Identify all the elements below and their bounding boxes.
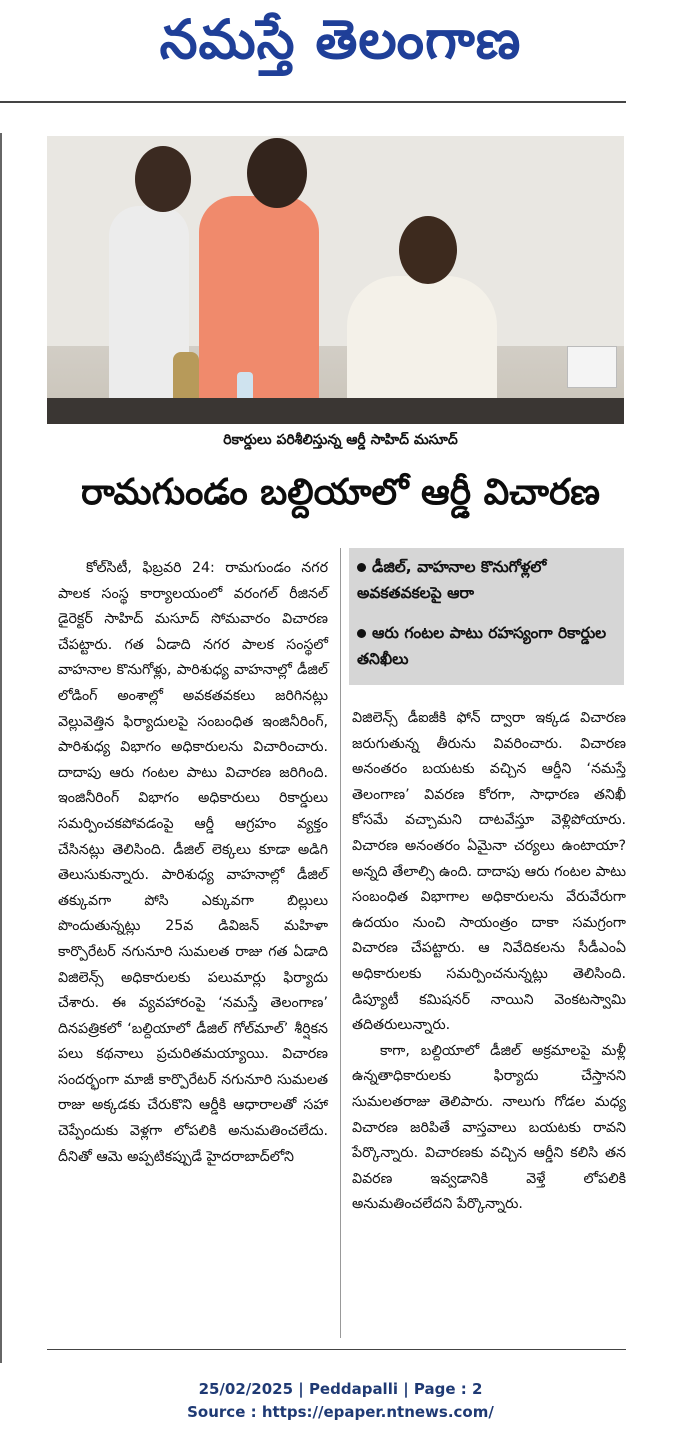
bottom-divider: [47, 1349, 626, 1350]
photo-desk: [47, 398, 624, 424]
photo-person-middle: [199, 196, 319, 411]
column-divider: [340, 548, 341, 1338]
bullet-icon: [357, 563, 366, 572]
photo-person-seated: [347, 276, 497, 406]
highlight-text: ఆరు గంటల పాటు రహస్యంగా రికార్డుల తనిఖీలు: [357, 624, 607, 668]
bullet-icon: [357, 629, 366, 638]
photo-person-left-head: [135, 146, 191, 212]
article-right-column: [352, 706, 626, 1218]
page-left-border: [0, 133, 2, 1363]
photo-emblem: [173, 352, 199, 404]
newspaper-logo: నమస్తే తెలంగాణ: [159, 8, 522, 71]
photo-person-middle-head: [247, 138, 307, 208]
highlights-box: [349, 548, 624, 685]
article-headline: రామగుండం బల్దియాలో ఆర్డీ విచారణ: [80, 472, 601, 513]
edition-info: 25/02/2025 | Peddapalli | Page : 2: [198, 1380, 483, 1398]
article-paragraph: కోల్‌సిటీ, ఫిబ్రవరి 24: రామగుండం నగర పాలక సంస్థ కార్యాలయంలో వరంగల్ రీజినల్ డైరెక్టర్ సాహిద్ మసూద్ సోమవారం విచారణ చేపట్టారు. గత ఏడాది నగర పాలక సంస్థలో వాహనాల కొనుగోళ్లు, పారిశుధ్య వాహనాల్లో డీజిల్ లోడింగ్ అంశాల్లో అవకతవకలు జరిగినట్లు వెల్లువెత్తిన ఫిర్యాదులపై సంబంధిత ఇంజినీరింగ్, పారిశుధ్య విభాగం అధికారులను విచారించారు. దాదాపు ఆరు గంటల పాటు విచారణ జరిగింది. ఇంజినీరింగ్ విభాగం అధికారులు రికార్డులు సమర్పించకపోవడంపై ఆర్డీ ఆగ్రహం వ్యక్తం చేసినట్లు తెలిసింది. డీజిల్ లెక్కలు కూడా అడిగి తెలుసుకున్నారు. పారిశుధ్య వాహనాల్లో డీజిల్ తక్కువగా పోసి ఎక్కువగా బిల్లులు పొందుతున్నట్లు 25వ డివిజన్ మహిళా కార్పొరేటర్ నగునూరి సుమలత రాజు గత ఏడాది విజిలెన్స్ అధికారులకు పలుమార్లు ఫిర్యాదు చేశారు. ఈ వ్యవహారంపై ‘నమస్తే తెలంగాణ’ దినపత్రికలో ‘బల్దియాలో డీజిల్ గోల్‌మాల్’ శీర్షికన పలు కథనాలు ప్రచురితమయ్యాయి. విచారణ సందర్భంగా మాజీ కార్పొరేటర్ నగునూరి సుమలత రాజు అక్కడకు చేరుకొని ఆర్డీకి ఆధారాలతో సహా చెప్పేందుకు వెళ్లగా లోపలికి అనుమతించలేదు. దీనితో ఆమె అప్పటికప్పుడే హైదరాబాద్‌లోని: [58, 560, 328, 1165]
source-link[interactable]: Source : https://epaper.ntnews.com/: [187, 1403, 494, 1421]
highlight-item: [357, 554, 619, 606]
article-paragraph: కాగా, బల్దియాలో డీజిల్ అక్రమాలపై మళ్లీ ఉన్నతాధికారులకు ఫిర్యాదు చేస్తానని సుమలతరాజు తెలిపారు. నాలుగు గోడల మధ్య విచారణ జరిపితే వాస్తవాలు బయటకు రావని పేర్కొన్నారు. విచారణకు వచ్చిన ఆర్డీని కలిసి తన వివరణ ఇవ్వడానికి వెళ్తే లోపలికి అనుమతించలేదని పేర్కొన్నారు.: [352, 1042, 626, 1213]
photo-caption: రికార్డులు పరిశీలిస్తున్న ఆర్డీ సాహిద్ మసూద్: [223, 432, 458, 448]
highlight-text: డీజిల్, వాహనాల కొనుగోళ్లలో అవకతవకలపై ఆరా: [357, 558, 547, 602]
masthead: [0, 0, 681, 100]
photo-switchboard: [567, 346, 617, 388]
news-photo: [47, 136, 624, 424]
masthead-divider: [0, 101, 626, 103]
photo-person-seated-head: [399, 216, 457, 284]
article-paragraph: విజిలెన్స్ డీఐజీకి ఫోన్ ద్వారా ఇక్కడ విచారణ జరుగుతున్న తీరును వివరించారు. విచారణ అనంతరం బయటకు వచ్చిన ఆర్డీని ‘నమస్తే తెలంగాణ’ వివరణ కోరగా, సాధారణ తనిఖీ కోసమే వచ్చామని దాటవేస్తూ వెళ్లిపోయారు. విచారణ అనంతరం ఏమైనా చర్యలు ఉంటాయా? అన్నది తేలాల్సి ఉంది. దాదాపు ఆరు గంటల పాటు సంబంధిత విభాగాల అధికారులను వేరువేరుగా ఉదయం నుంచి సాయంత్రం దాకా సమగ్రంగా విచారణ చేపట్టారు. ఆ నివేదికలను సీడీఎంఏ అధికారులకు సమర్పించనున్నట్లు తెలిసింది. డిప్యూటీ కమిషనర్ నాయిని వెంకటస్వామి తదితరులున్నారు.: [352, 710, 626, 1034]
article-left-column: [58, 556, 328, 1170]
highlight-item: [357, 620, 619, 672]
